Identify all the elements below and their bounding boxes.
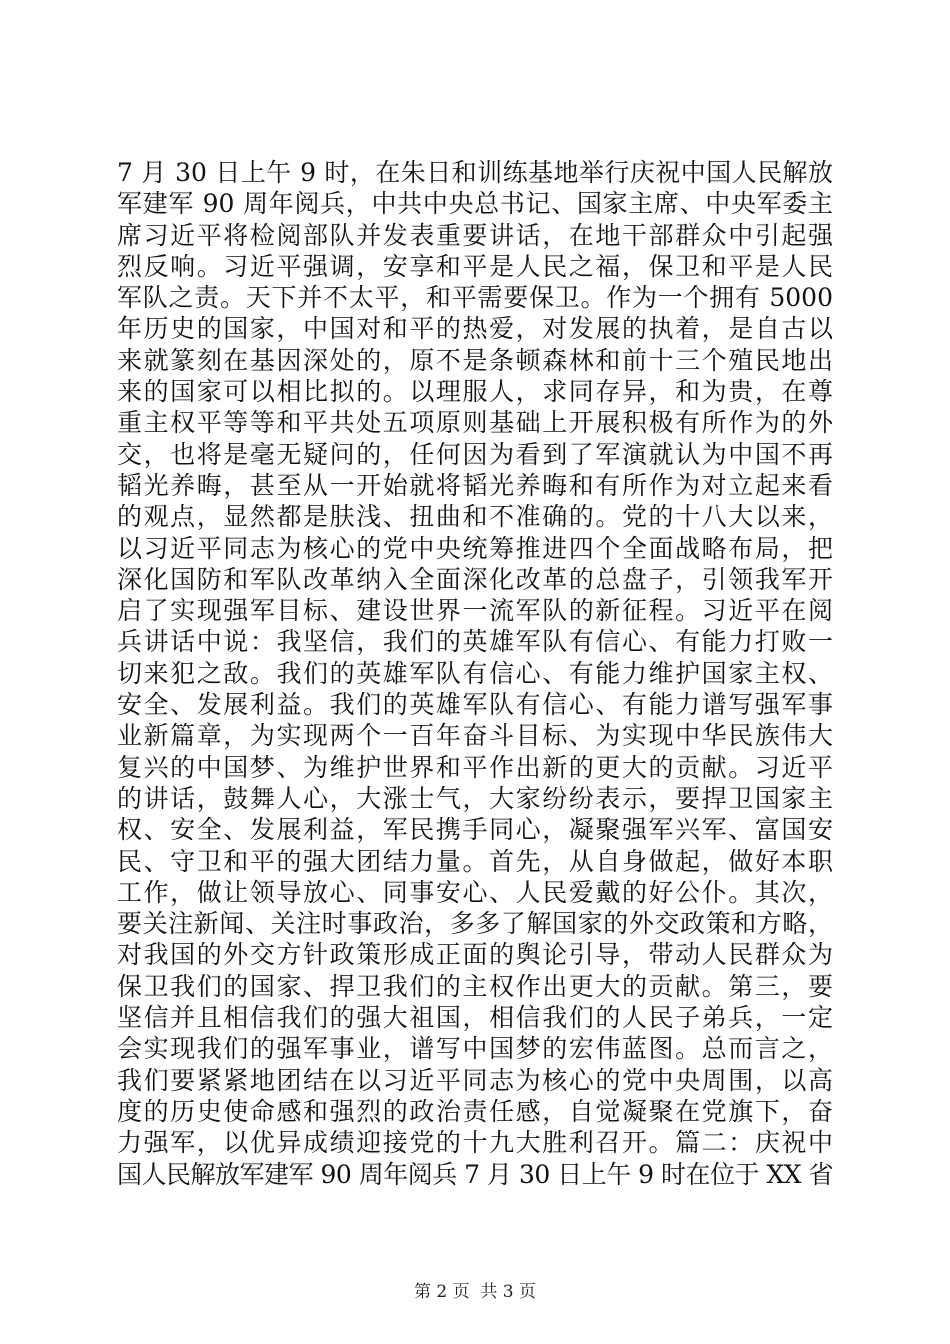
text-line: 力强军，以优异成绩迎接党的十九大胜利召开。篇二：庆祝中 bbox=[117, 1128, 833, 1158]
text-line: 要关注新闻、关注时事政治，多多了解国家的外交政策和方略， bbox=[117, 909, 833, 939]
text-line: 的讲话，鼓舞人心，大涨士气，大家纷纷表示，要捍卫国家主 bbox=[117, 783, 833, 813]
text-line: 权、安全、发展利益，军民携手同心，凝聚强军兴军、富国安 bbox=[117, 815, 833, 845]
text-line: 业新篇章，为实现两个一百年奋斗目标、为实现中华民族伟大 bbox=[117, 721, 833, 751]
body-text bbox=[117, 157, 833, 1190]
text-line: 切来犯之敌。我们的英雄军队有信心、有能力维护国家主权、 bbox=[117, 658, 833, 688]
text-line: 的观点，显然都是肤浅、扭曲和不准确的。党的十八大以来， bbox=[117, 502, 833, 532]
text-line: 兵讲话中说：我坚信，我们的英雄军队有信心、有能力打败一 bbox=[117, 627, 833, 657]
text-line: 国人民解放军建军 90 周年阅兵 7 月 30 日上午 9 时在位于 XX 省 bbox=[117, 1159, 833, 1189]
text-line: 度的历史使命感和强烈的政治责任感，自觉凝聚在党旗下，奋 bbox=[117, 1096, 833, 1126]
text-line: 军建军 90 周年阅兵，中共中央总书记、国家主席、中央军委主 bbox=[117, 189, 833, 219]
text-line: 我们要紧紧地团结在以习近平同志为核心的党中央周围，以高 bbox=[117, 1065, 833, 1095]
text-line: 启了实现强军目标、建设世界一流军队的新征程。习近平在阅 bbox=[117, 596, 833, 626]
text-line: 席习近平将检阅部队并发表重要讲话，在地干部群众中引起强 bbox=[117, 220, 833, 250]
text-line: 军队之责。天下并不太平，和平需要保卫。作为一个拥有 5000 bbox=[117, 283, 833, 313]
text-line: 重主权平等等和平共处五项原则基础上开展积极有所作为的外 bbox=[117, 408, 833, 438]
text-line: 安全、发展利益。我们的英雄军队有信心、有能力谱写强军事 bbox=[117, 690, 833, 720]
text-line: 来的国家可以相比拟的。以理服人，求同存异，和为贵，在尊 bbox=[117, 377, 833, 407]
text-line: 保卫我们的国家、捍卫我们的主权作出更大的贡献。第三，要 bbox=[117, 971, 833, 1001]
text-line: 7 月 30 日上午 9 时，在朱日和训练基地举行庆祝中国人民解放 bbox=[117, 158, 833, 187]
text-line: 会实现我们的强军事业，谱写中国梦的宏伟蓝图。总而言之， bbox=[117, 1034, 833, 1064]
text-line: 深化国防和军队改革纳入全面深化改革的总盘子，引领我军开 bbox=[117, 564, 833, 594]
text-line: 年历史的国家，中国对和平的热爱，对发展的执着，是自古以 bbox=[117, 314, 833, 344]
text-line: 以习近平同志为核心的党中央统筹推进四个全面战略布局，把 bbox=[117, 533, 833, 563]
page-number-footer: 第 2 页 共 3 页 bbox=[413, 1282, 537, 1302]
text-line: 交，也将是毫无疑问的，任何因为看到了军演就认为中国不再 bbox=[117, 439, 833, 469]
text-line: 来就篆刻在基因深处的，原不是条顿森林和前十三个殖民地出 bbox=[117, 345, 833, 375]
text-line: 韬光养晦，甚至从一开始就将韬光养晦和有所作为对立起来看 bbox=[117, 470, 833, 500]
text-line: 对我国的外交方针政策形成正面的舆论引导，带动人民群众为 bbox=[117, 940, 833, 970]
text-line: 烈反响。习近平强调，安享和平是人民之福，保卫和平是人民 bbox=[117, 251, 833, 281]
text-line: 复兴的中国梦、为维护世界和平作出新的更大的贡献。习近平 bbox=[117, 752, 833, 782]
text-line: 民、守卫和平的强大团结力量。首先，从自身做起，做好本职 bbox=[117, 846, 833, 876]
text-line: 工作，做让领导放心、同事安心、人民爱戴的好公仆。其次， bbox=[117, 877, 833, 907]
text-line: 坚信并且相信我们的强大祖国，相信我们的人民子弟兵，一定 bbox=[117, 1003, 833, 1033]
